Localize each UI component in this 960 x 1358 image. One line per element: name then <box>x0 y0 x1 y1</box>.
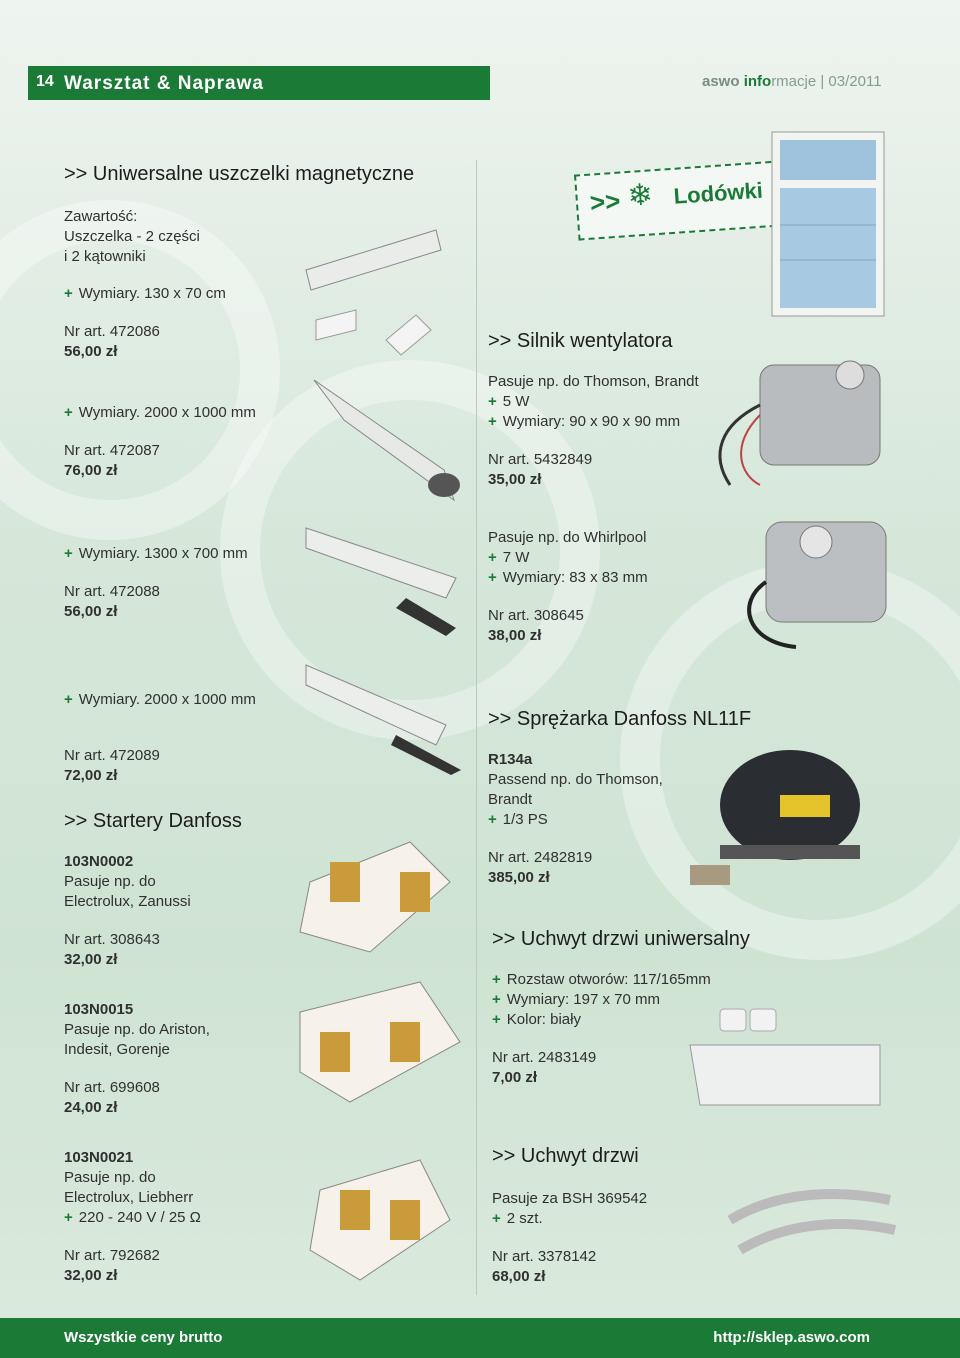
column-divider <box>476 160 477 1295</box>
fan-item: Pasuje np. do Whirlpool + 7 W + Wymiary: 83 x 83 mm Nr art. 308645 38,00 zł <box>488 529 648 644</box>
article-number: Nr art. 308645 <box>488 607 584 624</box>
category-label: Lodówki <box>672 177 764 209</box>
price: 68,00 zł <box>492 1268 546 1285</box>
starters-title: >> Startery Danfoss <box>64 810 242 832</box>
handle-uni-item: + Rozstaw otworów: 117/165mm + Wymiary: 197 x 70 mm + Kolor: biały Nr art. 2483149 7,00 zł <box>492 971 711 1086</box>
compressor-title: >> Sprężarka Danfoss NL11F <box>488 708 752 730</box>
article-number: Nr art. 472088 <box>64 583 160 600</box>
seal-profile-image <box>296 518 466 638</box>
plus-icon: + <box>492 1210 501 1227</box>
seal-item: + Wymiary. 1300 x 700 mm Nr art. 472088 56,00 zł <box>64 545 248 620</box>
compressor-item: R134a Passend np. do Thomson, Brandt + 1/3 PS Nr art. 2482819 385,00 zł <box>488 751 663 886</box>
price: 76,00 zł <box>64 462 118 479</box>
seal-profile-image <box>296 220 446 360</box>
price: 7,00 zł <box>492 1069 538 1086</box>
price: 32,00 zł <box>64 1267 118 1284</box>
section-title: Warsztat & Naprawa <box>64 73 264 94</box>
seal-item: + Wymiary. 2000 x 1000 mm Nr art. 472089 72,00 zł <box>64 691 256 784</box>
category-badge: >> ❄ Lodówki <box>574 157 826 240</box>
plus-icon: + <box>488 413 497 430</box>
price: 56,00 zł <box>64 343 118 360</box>
plus-icon: + <box>64 404 73 421</box>
seals-title: >> Uniwersalne uszczelki magnetyczne <box>64 163 415 185</box>
plus-icon: + <box>488 569 497 586</box>
magazine-name: aswo informacje | 03/2011 <box>702 73 882 90</box>
plus-icon: + <box>492 971 501 988</box>
article-number: Nr art. 2483149 <box>492 1049 597 1066</box>
plus-icon: + <box>64 545 73 562</box>
header-bar <box>28 66 490 100</box>
seals-contents-line: Uszczelka - 2 części <box>64 228 200 245</box>
page-number: 14 <box>36 73 54 90</box>
article-number: Nr art. 472086 <box>64 323 160 340</box>
seal-profile-image <box>296 655 466 775</box>
snowflake-icon: ❄ <box>626 178 654 214</box>
compressor-image <box>680 735 880 895</box>
fan-title: >> Silnik wentylatora <box>488 330 673 352</box>
article-number: Nr art. 472087 <box>64 442 160 459</box>
part-code: 103N0015 <box>64 1001 134 1018</box>
price: 56,00 zł <box>64 603 118 620</box>
handle-title: >> Uchwyt drzwi <box>492 1145 639 1167</box>
handle-item: Pasuje za BSH 369542 + 2 szt. Nr art. 3378142 68,00 zł <box>492 1190 648 1285</box>
plus-icon: + <box>64 1209 73 1226</box>
fan-motor-image <box>700 345 890 495</box>
article-number: Nr art. 699608 <box>64 1079 160 1096</box>
door-handle-image <box>720 1180 900 1280</box>
seal-item: + Wymiary. 130 x 70 cm Nr art. 472086 56,00 zł <box>64 285 226 360</box>
plus-icon: + <box>492 1011 501 1028</box>
footer-note: Wszystkie ceny brutto <box>64 1329 223 1346</box>
plus-icon: + <box>492 991 501 1008</box>
seals-contents-line: i 2 kątowniki <box>64 248 146 265</box>
article-number: Nr art. 472089 <box>64 747 160 764</box>
price: 35,00 zł <box>488 471 542 488</box>
plus-icon: + <box>64 691 73 708</box>
article-number: Nr art. 3378142 <box>492 1248 597 1265</box>
part-code: 103N0002 <box>64 853 134 870</box>
fan-item: Pasuje np. do Thomson, Brandt + 5 W + Wymiary: 90 x 90 x 90 mm Nr art. 5432849 35,00 zł <box>488 373 699 488</box>
plus-icon: + <box>488 811 497 828</box>
plus-icon: + <box>488 393 497 410</box>
plus-icon: + <box>64 285 73 302</box>
starter-item: 103N0015 Pasuje np. do Ariston, Indesit, Gorenje Nr art. 699608 24,00 zł <box>64 1001 210 1116</box>
fan-motor-image <box>736 512 896 652</box>
seals-contents-label: Zawartość: <box>64 208 138 225</box>
starter-image <box>290 822 460 962</box>
seal-item: + Wymiary. 2000 x 1000 mm Nr art. 472087 76,00 zł <box>64 404 256 479</box>
footer-bar <box>0 1318 960 1358</box>
starter-item: 103N0021 Pasuje np. do Electrolux, Liebherr + 220 - 240 V / 25 Ω Nr art. 792682 32,00 zł <box>64 1149 201 1284</box>
handle-uni-title: >> Uchwyt drzwi uniwersalny <box>492 928 750 950</box>
footer-link[interactable]: http://sklep.aswo.com <box>713 1329 870 1346</box>
universal-handle-image <box>670 1005 890 1115</box>
starter-item: 103N0002 Pasuje np. do Electrolux, Zanussi Nr art. 308643 32,00 zł <box>64 853 191 968</box>
plus-icon: + <box>488 549 497 566</box>
article-number: Nr art. 2482819 <box>488 849 593 866</box>
price: 24,00 zł <box>64 1099 118 1116</box>
price: 32,00 zł <box>64 951 118 968</box>
starter-image <box>300 1150 460 1290</box>
price: 72,00 zł <box>64 767 118 784</box>
price: 38,00 zł <box>488 627 542 644</box>
seal-profile-image <box>304 360 474 510</box>
article-number: Nr art. 308643 <box>64 931 160 948</box>
article-number: Nr art. 5432849 <box>488 451 593 468</box>
fridge-image <box>770 130 888 320</box>
article-number: Nr art. 792682 <box>64 1247 160 1264</box>
part-code: 103N0021 <box>64 1149 134 1166</box>
starter-image <box>290 972 470 1112</box>
price: 385,00 zł <box>488 869 550 886</box>
